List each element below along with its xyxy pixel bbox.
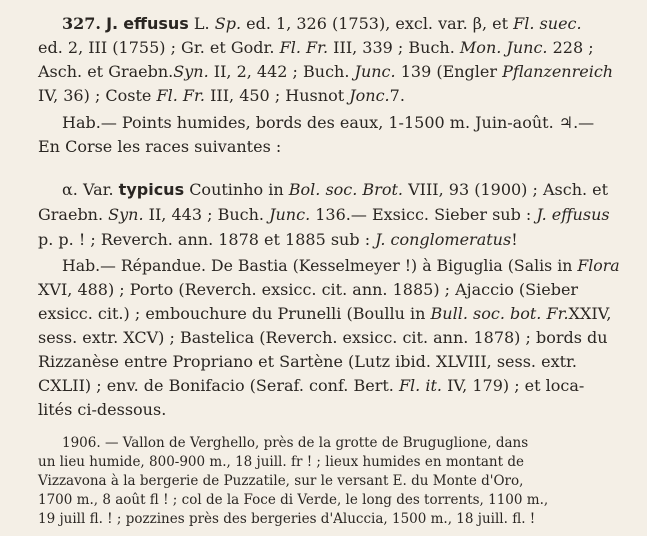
variety-habitat-line-3 — [38, 304, 612, 324]
ref-text: III, 450 ; Husnot — [210, 86, 345, 105]
ref-bol-soc: Bol. soc. Brot. — [288, 180, 403, 199]
variety-name: typicus — [118, 180, 185, 199]
variety-habitat-line-4 — [38, 328, 608, 348]
ref-text: Graebn. — [38, 205, 104, 224]
entry-line-4 — [38, 86, 405, 106]
variety-habitat-line-7 — [38, 400, 166, 420]
record-text: un lieu humide, 800-900 m., 18 juill. fr ! ; lieux humides en montant de — [38, 454, 524, 470]
record-text: 1700 m., 8 août fl ! ; col de la Foce di Verde, le long des torrents, 1100 m., — [38, 492, 549, 508]
habitat-text: sess. extr. XCV) ; Bastelica (Reverch. exsicc. cit. ann. 1878) ; bords du — [38, 328, 608, 347]
variety-habitat-line-1 — [62, 256, 620, 276]
record-text: 19 juill fl. ! ; pozzines près des bergeries d'Aluccia, 1500 m., 18 juill. fl. ! — [38, 511, 536, 527]
habitat-line-2 — [38, 137, 281, 157]
ref-fl-fr: Fl. Fr. — [279, 38, 329, 57]
habitat-text: XXIV, — [568, 304, 612, 323]
ref-bull-soc: Bull. soc. bot. Fr. — [430, 304, 569, 323]
ref-text: 228 ; — [552, 38, 594, 57]
habitat-text: XVI, 488) ; Porto (Reverch. exsicc. cit. ann. 1885) ; Ajaccio (Sieber — [38, 280, 579, 299]
ref-junc: Junc. — [269, 205, 311, 224]
variety-line-1 — [62, 180, 608, 200]
ref-text: 7. — [389, 86, 405, 105]
record-line-5 — [38, 510, 535, 528]
ref-syn: Syn. — [173, 62, 209, 81]
record-text: Vizzavona à la bergerie de Puzzatile, sur le versant E. du Monte d'Oro, — [38, 473, 524, 489]
variety-line-3 — [38, 230, 518, 250]
ref-flora: Flora — [577, 256, 620, 275]
ref-text: II, 2, 442 ; Buch. — [213, 62, 350, 81]
entry-number: 327. — [62, 14, 101, 33]
variety-habitat-line-5 — [38, 352, 577, 372]
taxon-j-conglomeratus: J. conglomeratus — [375, 230, 512, 249]
record-line-3 — [38, 472, 523, 490]
variety-label: α. Var. — [62, 180, 114, 199]
habitat-text: Rizzanèse entre Propriano et Sartène (Lutz ibid. XLVIII, sess. extr. — [38, 352, 577, 371]
ref-pflanzenreich: Pflanzenreich — [502, 62, 614, 81]
variety-line-2 — [38, 205, 610, 225]
habitat-text: CXLII) ; env. de Bonifacio (Seraf. conf. Bert. — [38, 376, 394, 395]
record-text: 1906. — Vallon de Verghello, près de la grotte de Bruguglione, dans — [62, 435, 529, 451]
species-epithet: effusus — [123, 14, 189, 33]
ref-junc: Junc. — [354, 62, 396, 81]
entry-line-3 — [38, 62, 613, 82]
habitat-text: Hab.— Répandue. De Bastia (Kesselmeyer !) à Biguglia (Salis in — [62, 256, 573, 275]
ref-text: II, 443 ; Buch. — [148, 205, 264, 224]
habitat-text: Hab.— Points humides, bords des eaux, 1-1500 m. Juin-août. ♃.— — [62, 113, 595, 132]
ref-text: 136.— Exsicc. Sieber sub : — [315, 205, 532, 224]
habitat-text: En Corse les races suivantes : — [38, 137, 282, 156]
record-line-2 — [38, 453, 524, 471]
variety-habitat-line-2 — [38, 280, 578, 300]
ref-text: VIII, 93 (1900) ; Asch. et — [408, 180, 609, 199]
author: L. — [193, 14, 210, 33]
ref-fl-fr-2: Fl. Fr. — [156, 86, 205, 105]
taxon-j-effusus: J. effusus — [536, 205, 610, 224]
entry-line-1 — [62, 14, 582, 34]
record-line-4 — [38, 491, 548, 509]
ref-jonc: Jonc. — [349, 86, 390, 105]
habitat-text: exsicc. cit.) ; embouchure du Prunelli (Boullu in — [38, 304, 426, 323]
habitat-line-1 — [62, 113, 594, 133]
ref-sp: Sp. — [214, 14, 242, 33]
entry-line-2 — [38, 38, 594, 58]
ref-text: III, 339 ; Buch. — [333, 38, 455, 57]
ref-text: IV, 36) ; Coste — [38, 86, 152, 105]
ref-fl-suec: Fl. suec. — [513, 14, 582, 33]
record-line-1 — [62, 434, 528, 452]
habitat-text: lités ci-dessous. — [38, 400, 167, 419]
genus-abbrev: J. — [106, 14, 119, 33]
ref-text: ed. 2, III (1755) ; Gr. et Godr. — [38, 38, 275, 57]
ref-syn: Syn. — [108, 205, 144, 224]
ref-text: Asch. et Graebn. — [38, 62, 174, 81]
ref-fl-it: Fl. it. — [398, 376, 442, 395]
ref-text: Coutinho in — [189, 180, 284, 199]
variety-habitat-line-6 — [38, 376, 584, 396]
ref-text: ed. 1, 326 (1753), excl. var. β, et — [246, 14, 509, 33]
ref-text: ! — [511, 230, 518, 249]
ref-text: 139 (Engler — [400, 62, 498, 81]
ref-mon-junc: Mon. Junc. — [459, 38, 548, 57]
ref-text: p. p. ! ; Reverch. ann. 1878 et 1885 sub : — [38, 230, 371, 249]
habitat-text: IV, 179) ; et loca- — [447, 376, 585, 395]
